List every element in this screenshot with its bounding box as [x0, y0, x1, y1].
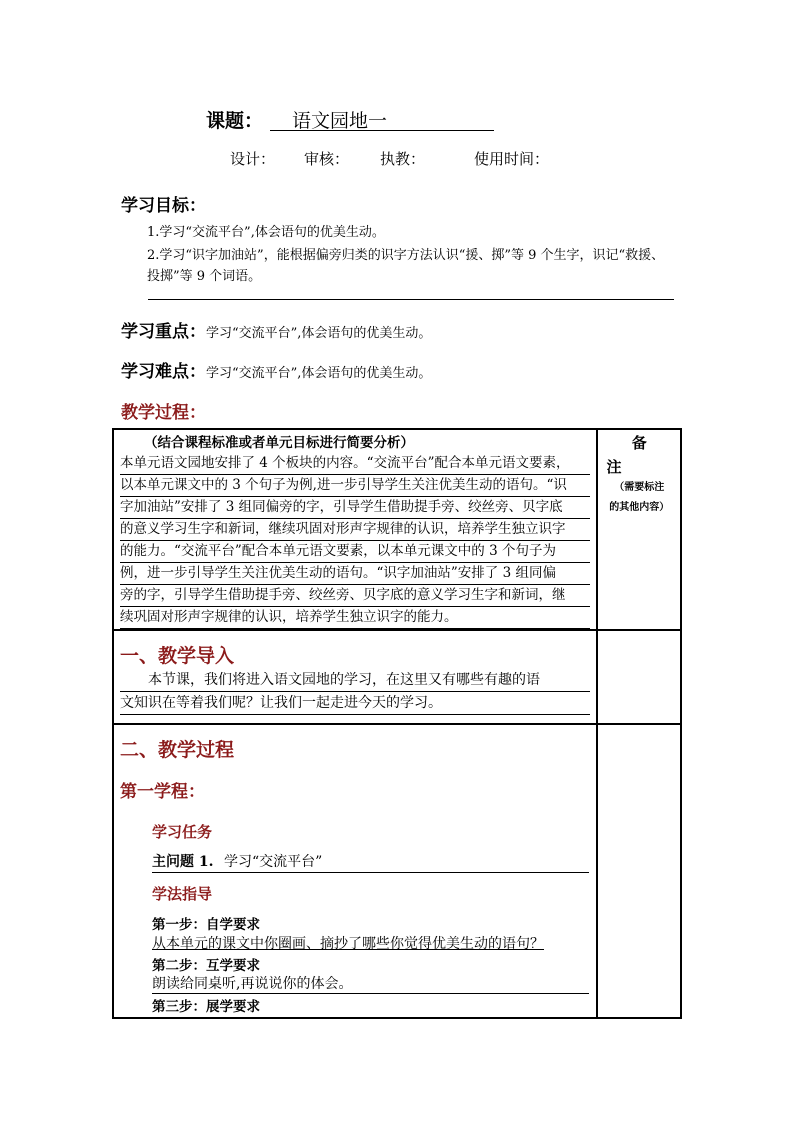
notes-cell [597, 429, 681, 630]
difficulty-row [121, 357, 431, 382]
process-notes-cell [597, 724, 681, 1018]
time-label: 使用时间： [474, 150, 550, 168]
process-heading: 教学过程： [121, 403, 206, 423]
intro-row [113, 630, 681, 724]
difficulty-heading: 学习难点： [121, 362, 206, 382]
method-heading: 学法指导 [152, 885, 213, 903]
analysis-title: （结合课程标准或者单元目标进行简要分析） [144, 435, 414, 451]
key-point-heading: 学习重点： [121, 322, 206, 342]
analysis-line: 字加油站”安排了 3 组同偏旁的字，引导学生借助提手旁、绞丝旁、贝字底 [120, 497, 590, 519]
teacher-label: 执教： [380, 150, 426, 168]
stage-heading: 第一学程： [120, 782, 205, 802]
intro-cell [113, 630, 597, 724]
intro-line-2: 文知识在等着我们呢？让我们一起走进今天的学习。 [120, 692, 590, 715]
process-section-heading: 二、教学过程 [120, 739, 235, 761]
goal-line-1: 1.学习“交流平台”,体会语句的优美生动。 [147, 225, 385, 240]
goals-divider [148, 299, 674, 300]
process-row [113, 724, 681, 1018]
difficulty-text: 学习“交流平台”,体会语句的优美生动。 [206, 366, 432, 381]
title-value: 语文园地一 [270, 106, 494, 131]
analysis-line: 以本单元课文中的 3 个句子为例,进一步引导学生关注优美生动的语句。“识 [120, 475, 590, 497]
step1-text: 从本单元的课文中你圈画、摘抄了哪些你觉得优美生动的语句？ [152, 936, 544, 952]
step1-label: 第一步：自学要求 [152, 917, 260, 933]
task-heading: 学习任务 [152, 823, 213, 841]
analysis-line: 本单元语文园地安排了 4 个板块的内容。“交流平台”配合本单元语文要素， [120, 453, 590, 475]
main-question-label: 主问题 1. [152, 854, 214, 870]
analysis-line: 旁的字，引导学生借助提手旁、绞丝旁、贝字底的意义学习生字和新词，继 [120, 585, 590, 607]
key-point-text: 学习“交流平台”,体会语句的优美生动。 [206, 326, 432, 341]
intro-heading: 一、教学导入 [120, 645, 235, 667]
process-cell [113, 724, 597, 1018]
intro-line-1: 本节课，我们将进入语文园地的学习，在这里又有哪些有趣的语 [120, 669, 590, 692]
meta-row [230, 148, 549, 169]
analysis-row [113, 429, 681, 630]
notes-title-2: 注 [606, 458, 622, 476]
step3-label: 第三步：展学要求 [152, 999, 260, 1015]
analysis-line: 续巩固对形声字规律的认识，培养学生独立识字的能力。 [120, 607, 590, 629]
main-question-text: 学习“交流平台” [223, 854, 323, 870]
goals-heading: 学习目标： [121, 196, 206, 216]
review-label: 审核： [304, 150, 350, 168]
notes-title-1: 备 [631, 434, 647, 452]
intro-notes-cell [597, 630, 681, 724]
lesson-table [112, 428, 682, 1019]
goal-line-2: 2.学习“识字加油站”，能根据偏旁归类的识字方法认识“援、掷”等 9 个生字，识记“救援、 [147, 248, 665, 263]
main-question [152, 851, 589, 873]
key-point-row [121, 317, 431, 342]
analysis-cell [113, 429, 597, 630]
analysis-line: 的意义学习生字和新词，继续巩固对形声字规律的认识，培养学生独立识字 [120, 519, 590, 541]
design-label: 设计： [230, 150, 276, 168]
step2-text: 朗读给同桌听,再说说你的体会。 [152, 973, 589, 994]
step2-label: 第二步：互学要求 [152, 958, 260, 974]
title-label: 课题： [206, 110, 264, 132]
goal-line-3: 投掷”等 9 个词语。 [147, 269, 262, 284]
analysis-line: 的能力。“交流平台”配合本单元语文要素，以本单元课文中的 3 个句子为 [120, 541, 590, 563]
analysis-line: 例，进一步引导学生关注优美生动的语句。“识字加油站”安排了 3 组同偏 [120, 563, 590, 585]
notes-sub-1: （需要标注 [614, 482, 665, 493]
notes-sub-2: 的其他内容） [609, 502, 670, 513]
